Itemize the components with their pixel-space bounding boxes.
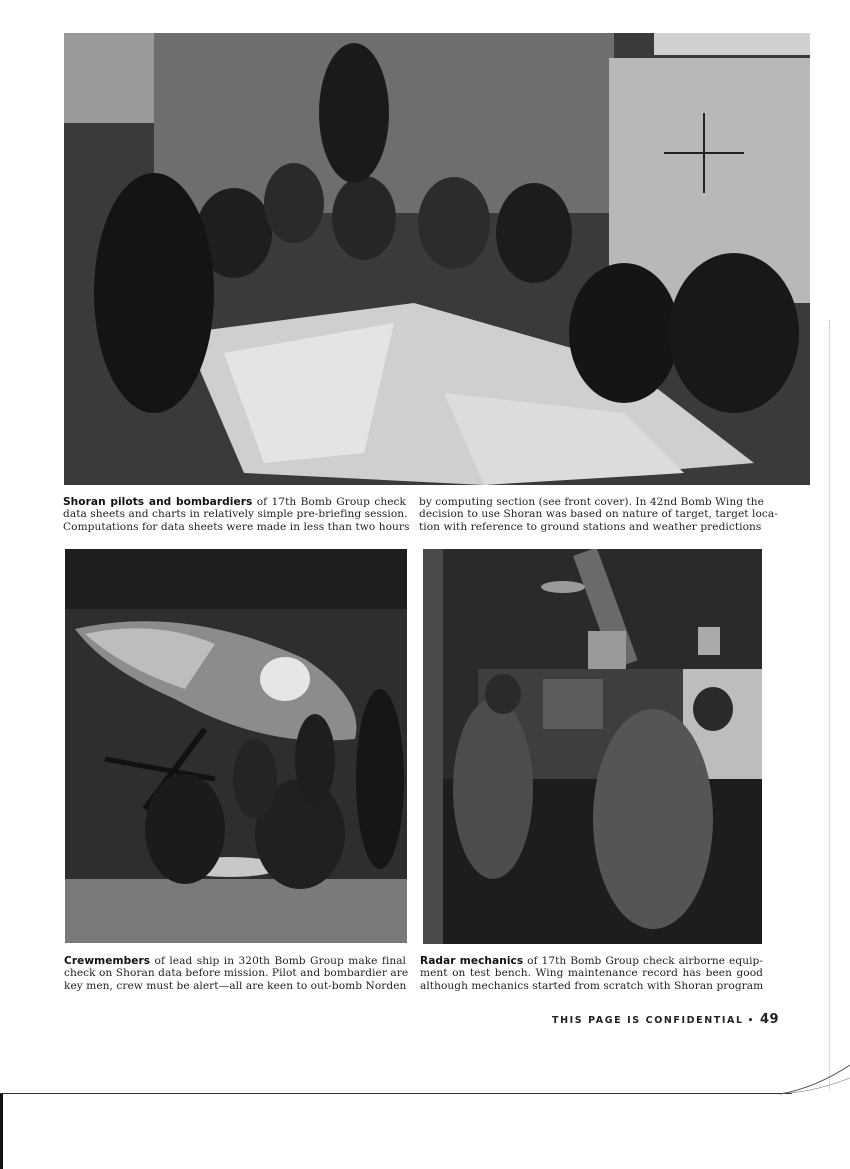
caption-text: decision to use Shoran was based on nature of target, target loca- bbox=[419, 508, 778, 521]
photo-crewmembers bbox=[65, 549, 407, 943]
scan-edge-right bbox=[829, 320, 830, 1090]
caption-lead-radar-mechanics: Radar mechanics bbox=[420, 955, 524, 967]
photo-briefing-session bbox=[64, 33, 810, 485]
caption-text: Computations for data sheets were made in less than two hours bbox=[63, 520, 410, 533]
caption-text: although mechanics started from scratch with Shoran program bbox=[420, 979, 764, 992]
caption-briefing-left bbox=[63, 496, 410, 533]
caption-lead-crewmembers: Crewmembers bbox=[64, 955, 151, 967]
caption-text: ment on test bench. Wing maintenance record has been good bbox=[420, 967, 763, 980]
caption-text: of 17th Bomb Group check airborne equip- bbox=[523, 955, 763, 967]
confidential-label: THIS PAGE IS CONFIDENTIAL bbox=[552, 1015, 744, 1026]
photo-radar-mechanics bbox=[423, 549, 762, 944]
bullet-icon: • bbox=[747, 1016, 755, 1026]
caption-text: check on Shoran data before mission. Pilot and bombardier are bbox=[64, 967, 409, 980]
caption-text: by computing section (see front cover). In 42nd Bomb Wing the bbox=[419, 496, 764, 508]
scan-edge-left bbox=[0, 1094, 3, 1169]
page-number: 49 bbox=[759, 1012, 780, 1027]
caption-lead-shoran-pilots: Shoran pilots and bombardiers bbox=[63, 496, 253, 508]
caption-text: key men, crew must be alert—all are keen to out-bomb Norden bbox=[64, 979, 407, 992]
caption-crewmembers bbox=[64, 955, 409, 992]
caption-text: of lead ship in 320th Bomb Group make final bbox=[150, 955, 406, 967]
caption-radar-mechanics bbox=[420, 955, 763, 992]
caption-text: tion with reference to ground stations and weather predictions bbox=[419, 520, 762, 533]
page-footer bbox=[552, 1012, 780, 1027]
page-curl-icon bbox=[780, 1060, 850, 1100]
caption-text: data sheets and charts in relatively simple pre-briefing session. bbox=[63, 508, 408, 521]
caption-briefing-right bbox=[419, 496, 778, 533]
scan-edge-bottom bbox=[0, 1093, 792, 1094]
caption-text: of 17th Bomb Group check bbox=[252, 496, 407, 508]
